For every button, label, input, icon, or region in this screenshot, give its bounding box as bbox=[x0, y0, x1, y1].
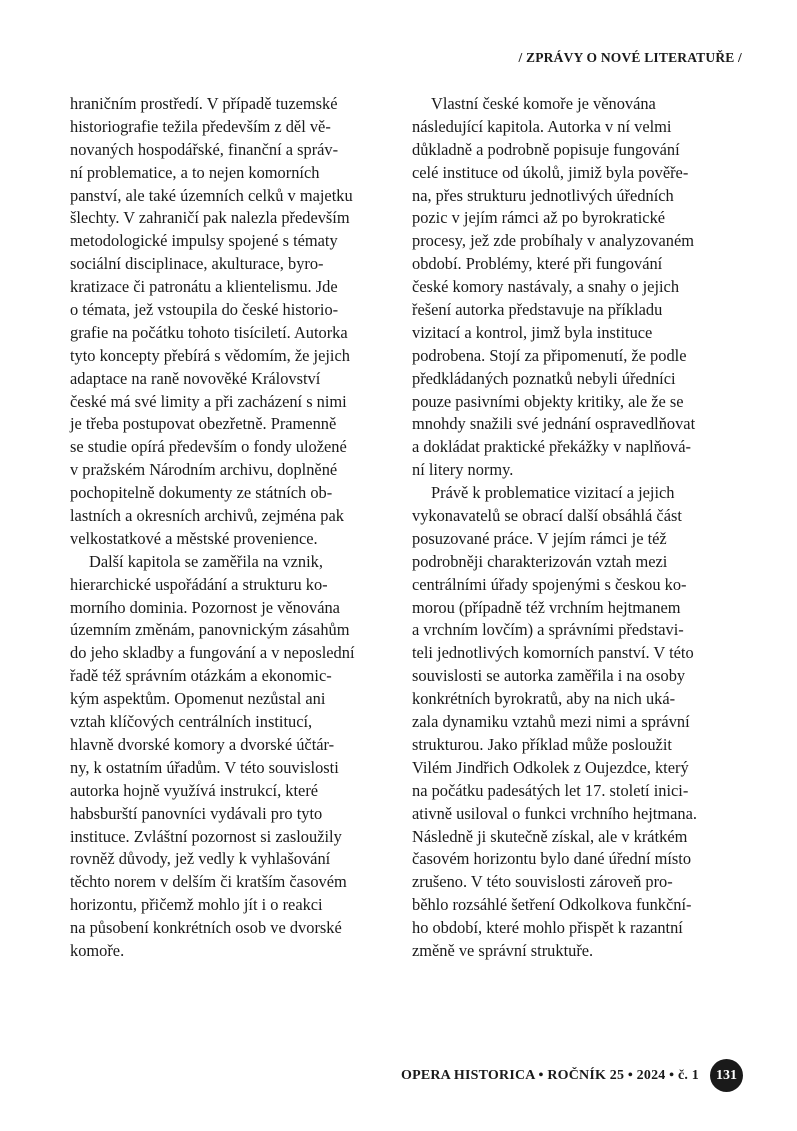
text-line: na, přes strukturu jednotlivých úředních bbox=[412, 185, 674, 205]
text-line: historiografie težila především z děl vě- bbox=[70, 116, 331, 136]
text-line: předkládaných poznatků nebyli úředníci bbox=[412, 368, 676, 388]
text-line: české komory nastávaly, a snahy o jejich bbox=[412, 277, 680, 297]
text-line: panství, ale také územních celků v majetku bbox=[70, 185, 353, 205]
text-line: následující kapitola. Autorka v ní velmi bbox=[412, 116, 672, 136]
text-line: novaných hospodářské, finanční a správ- bbox=[70, 139, 339, 159]
text-line: rovněž důvody, jež vedly k vyhlašování bbox=[70, 849, 331, 869]
text-line: vztah klíčových centrálních institucí, bbox=[70, 712, 313, 732]
text-line: strukturou. Jako příklad může posloužit bbox=[412, 734, 672, 754]
text-line: ní problematice, a to nejen komorních bbox=[70, 162, 320, 182]
text-line: ho období, které mohlo přispět k razantní bbox=[412, 918, 683, 938]
text-line: období. Problémy, které při fungování bbox=[412, 254, 663, 274]
journal-footer: OPERA HISTORICA • ROČNÍK 25 • 2024 • č. 1 bbox=[400, 1068, 699, 1083]
text-line: a dokládat praktické překážky v naplňová- bbox=[412, 437, 691, 457]
text-line: Následně ji skutečně získal, ale v krátkém bbox=[412, 826, 688, 846]
text-line: ní litery normy. bbox=[412, 460, 514, 480]
text-line: morního dominia. Pozornost je věnována bbox=[70, 597, 340, 617]
text-line: horizontu, přičemž mohlo jít i o reakci bbox=[70, 895, 323, 915]
text-line: metodologické impulsy spojené s tématy bbox=[70, 231, 338, 251]
text-line: lastních a okresních archivů, zejména pak bbox=[70, 506, 344, 526]
text-line: územním změnám, panovnickým zásahům bbox=[70, 620, 350, 640]
text-line: celé instituce od úkolů, jimiž byla pověře- bbox=[412, 162, 689, 182]
text-line: těchto norem v delším či kratším časovém bbox=[70, 872, 347, 892]
text-line: na počátku padesátých let 17. století inici- bbox=[412, 780, 689, 800]
text-line: souvislosti se autorka zaměřila i na osoby bbox=[412, 666, 686, 686]
text-line: Vilém Jindřich Odkolek z Oujezdce, který bbox=[412, 757, 689, 777]
text-line: hierarchické uspořádání a strukturu ko- bbox=[70, 574, 328, 594]
text-line: v pražském Národním archivu, doplněné bbox=[70, 460, 338, 480]
text-line: instituce. Zvláštní pozornost si zasloužily bbox=[70, 826, 342, 846]
text-line: a vrchním lovčím) a správními představi- bbox=[412, 620, 684, 640]
text-line: pouze pasivními objekty kritiky, ale že se bbox=[412, 391, 684, 411]
text-line: posuzované práce. V jejím rámci je též bbox=[412, 528, 667, 548]
text-line: šlechty. V zahraničí pak nalezla především bbox=[70, 208, 350, 228]
text-line: centrálními úřady spojenými s českou ko- bbox=[412, 574, 687, 594]
text-line: habsburští panovníci vydávali pro tyto bbox=[70, 803, 323, 823]
text-line: hraničním prostředí. V případě tuzemské bbox=[70, 94, 338, 113]
text-line: tyto koncepty přebírá s vědomím, že jejich bbox=[70, 345, 350, 365]
text-line: pochopitelně dokumenty ze státních ob- bbox=[70, 483, 333, 503]
text-line: kratizace či patronátu a klientelismu. Jde bbox=[70, 277, 338, 297]
text-line: procesy, jež zde probíhaly v analyzovaném bbox=[412, 231, 695, 251]
text-line: řešení autorka představuje na příkladu bbox=[412, 300, 663, 320]
text-line: do jeho skladby a fungování a v neposlední bbox=[70, 643, 355, 663]
page-number: 131 bbox=[710, 1059, 743, 1092]
text-line: o témata, jež vstoupila do české historio- bbox=[70, 300, 339, 320]
text-line: ativně usiloval o funkci vrchního hejtmana. bbox=[412, 803, 697, 823]
text-line: teli jednotlivých komorních panství. V této bbox=[412, 643, 694, 663]
text-line: zrušeno. V této souvislosti zároveň pro- bbox=[412, 872, 673, 892]
text-line: Právě k problematice vizitací a jejich bbox=[431, 483, 675, 503]
text-line: se studie opírá především o fondy uložené bbox=[70, 437, 347, 457]
text-line: Vlastní české komoře je věnována bbox=[431, 94, 656, 113]
text-line: komoře. bbox=[70, 940, 125, 960]
text-line: běhlo rozsáhlé šetření Odkolkova funkční- bbox=[412, 895, 692, 915]
text-line: vykonavatelů se obrací další obsáhlá část bbox=[412, 506, 682, 526]
text-line: podrobněji charakterizován vztah mezi bbox=[412, 551, 668, 571]
text-line: hlavně dvorské komory a dvorské účtár- bbox=[70, 734, 335, 754]
left-column bbox=[70, 93, 406, 963]
text-line: velkostatkové a městské provenience. bbox=[70, 528, 318, 548]
text-line: řadě též správním otázkám a ekonomic- bbox=[70, 666, 332, 686]
text-line: zala dynamiku vztahů mezi nimi a správní bbox=[412, 712, 690, 732]
text-line: sociální disciplinace, akulturace, byro- bbox=[70, 254, 324, 274]
running-head: / ZPRÁVY O NOVÉ LITERATUŘE / bbox=[518, 50, 742, 65]
text-line: podrobena. Stojí za připomenutí, že podle bbox=[412, 345, 687, 365]
right-column bbox=[412, 93, 748, 963]
text-line: změně ve správní struktuře. bbox=[412, 940, 594, 960]
text-line: mnohdy snažili své jednání ospravedlňovat bbox=[412, 414, 696, 434]
text-line: vizitací a kontrol, jimž byla instituce bbox=[412, 322, 653, 342]
text-line: adaptace na raně novověké Království bbox=[70, 368, 321, 388]
text-line: důkladně a podrobně popisuje fungování bbox=[412, 139, 680, 159]
text-line: české má své limity a při zacházení s nimi bbox=[70, 391, 347, 411]
text-line: Další kapitola se zaměřila na vznik, bbox=[89, 551, 323, 571]
text-line: ny, k ostatním úřadům. V této souvislosti bbox=[70, 757, 339, 777]
text-line: pozic v jejím rámci až po byrokratické bbox=[412, 208, 666, 228]
text-line: grafie na počátku tohoto tisíciletí. Autorka bbox=[70, 322, 348, 342]
text-line: morou (případně též vrchním hejtmanem bbox=[412, 597, 681, 617]
text-line: je třeba postupovat obezřetně. Pramenně bbox=[70, 414, 337, 434]
text-line: na působení konkrétních osob ve dvorské bbox=[70, 918, 342, 938]
text-line: kým aspektům. Opomenut nezůstal ani bbox=[70, 689, 326, 709]
text-line: autorka hojně využívá instrukcí, které bbox=[70, 780, 319, 800]
text-line: konkrétních byrokratů, aby na nich uká- bbox=[412, 689, 676, 709]
text-line: časovém horizontu bylo dané úřední místo bbox=[412, 849, 692, 869]
